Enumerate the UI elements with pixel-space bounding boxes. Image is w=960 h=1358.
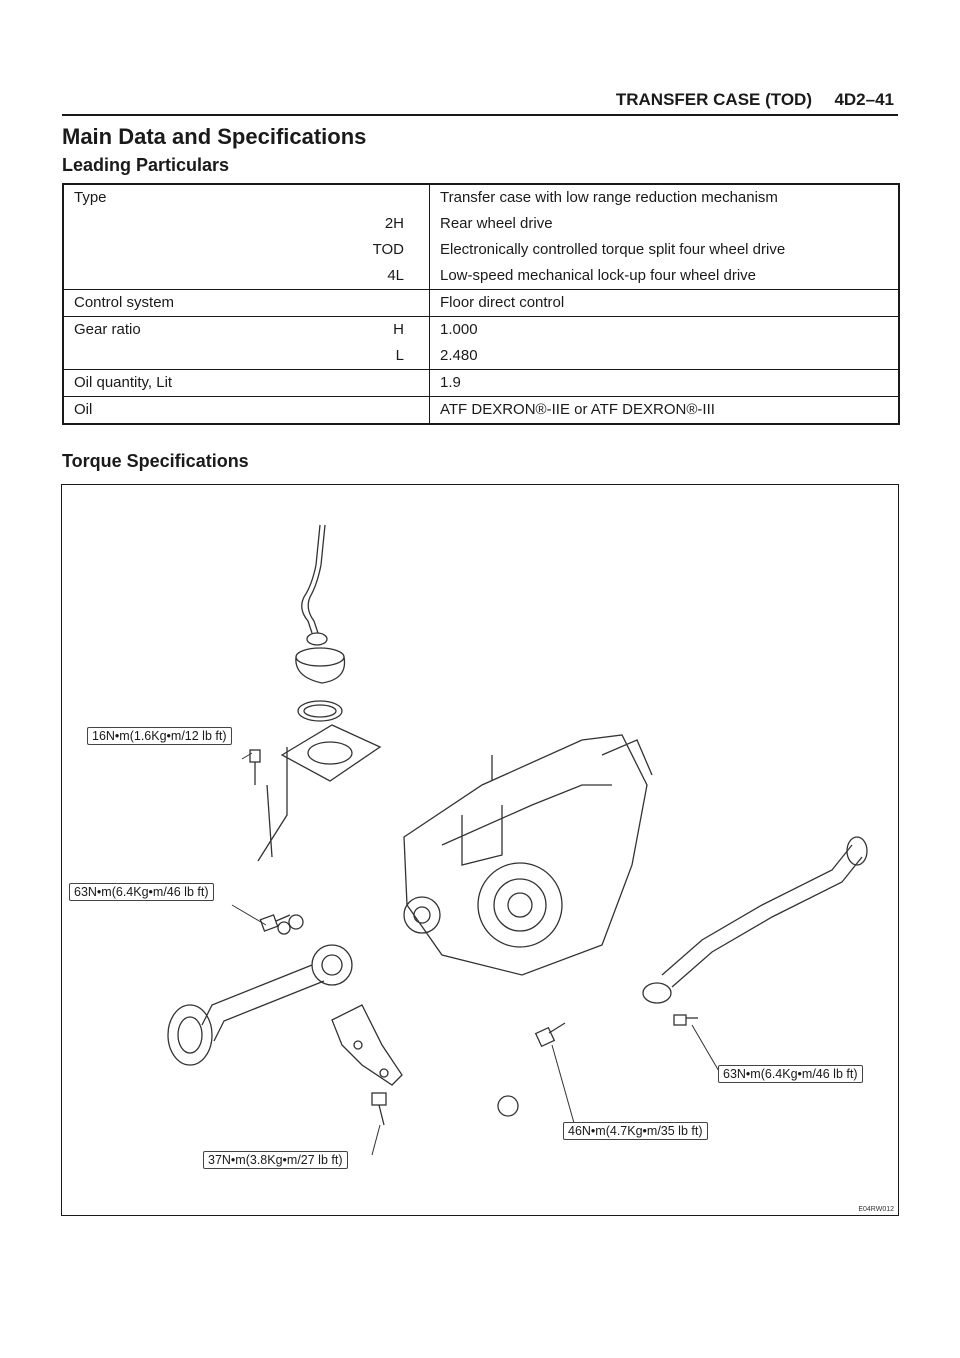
row-label: Gear ratio bbox=[74, 321, 141, 338]
row-value: Rear wheel drive bbox=[440, 215, 553, 232]
section-title: TRANSFER CASE (TOD) bbox=[615, 90, 812, 109]
figure-id: E04RW012 bbox=[858, 1206, 894, 1213]
rear-propeller-shaft-drawing bbox=[643, 837, 867, 1003]
row-label: Oil bbox=[74, 401, 93, 418]
shift-lever-drawing bbox=[302, 525, 327, 645]
row-value: ATF DEXRON®-IIE or ATF DEXRON®-III bbox=[440, 401, 715, 418]
row-label: Type bbox=[74, 189, 107, 206]
cover-plate-drawing bbox=[258, 725, 380, 861]
row-sublabel: H bbox=[393, 321, 404, 338]
exploded-view-figure bbox=[61, 484, 899, 1216]
row-value: 1.9 bbox=[440, 374, 461, 391]
table-row bbox=[63, 370, 899, 397]
row-value: Electronically controlled torque split four wheel drive bbox=[440, 241, 786, 258]
table-row bbox=[63, 290, 899, 317]
row-value: Low-speed mechanical lock-up four wheel drive bbox=[440, 267, 756, 284]
torque-callout-rear-shaft-bolt: 63N•m(6.4Kg•m/46 lb ft) bbox=[718, 1065, 863, 1083]
bolt-drawings bbox=[250, 750, 698, 1125]
transfer-case-illustration bbox=[62, 485, 898, 1215]
page-title: Main Data and Specifications bbox=[62, 124, 367, 149]
leading-particulars-heading: Leading Particulars bbox=[62, 155, 230, 175]
row-sublabel: 2H bbox=[384, 215, 404, 232]
table-row bbox=[63, 397, 899, 425]
front-propeller-shaft-drawing bbox=[168, 945, 352, 1065]
torque-callout-bracket-bolt: 37N•m(3.8Kg•m/27 lb ft) bbox=[203, 1151, 348, 1169]
row-sublabel: TOD bbox=[372, 241, 404, 258]
row-label: Oil quantity, Lit bbox=[74, 374, 173, 391]
header-rule bbox=[62, 114, 898, 116]
torque-callout-front-shaft-bolt: 63N•m(6.4Kg•m/46 lb ft) bbox=[69, 883, 214, 901]
row-value: Transfer case with low range reduction mechanism bbox=[440, 189, 778, 206]
row-label: Control system bbox=[74, 294, 175, 311]
row-value: Floor direct control bbox=[440, 294, 565, 311]
torque-specifications-heading: Torque Specifications bbox=[62, 451, 249, 471]
row-value: 1.000 bbox=[440, 321, 478, 338]
page-number: 4D2–41 bbox=[834, 90, 894, 109]
row-value: 2.480 bbox=[440, 347, 478, 364]
torque-callout-mount-bolt: 46N•m(4.7Kg•m/35 lb ft) bbox=[563, 1122, 708, 1140]
row-sublabel: L bbox=[395, 347, 404, 364]
spec-table bbox=[62, 183, 900, 425]
page-header bbox=[0, 90, 960, 114]
torque-callout-cover-bolt: 16N•m(1.6Kg•m/12 lb ft) bbox=[87, 727, 232, 745]
row-sublabel: 4L bbox=[387, 267, 404, 284]
table-row bbox=[63, 184, 899, 290]
table-row bbox=[63, 317, 899, 370]
leader-lines bbox=[232, 753, 720, 1155]
transfer-case-body-drawing bbox=[404, 735, 652, 975]
shift-boot-drawing bbox=[296, 648, 345, 721]
bracket-drawing bbox=[332, 1005, 402, 1085]
